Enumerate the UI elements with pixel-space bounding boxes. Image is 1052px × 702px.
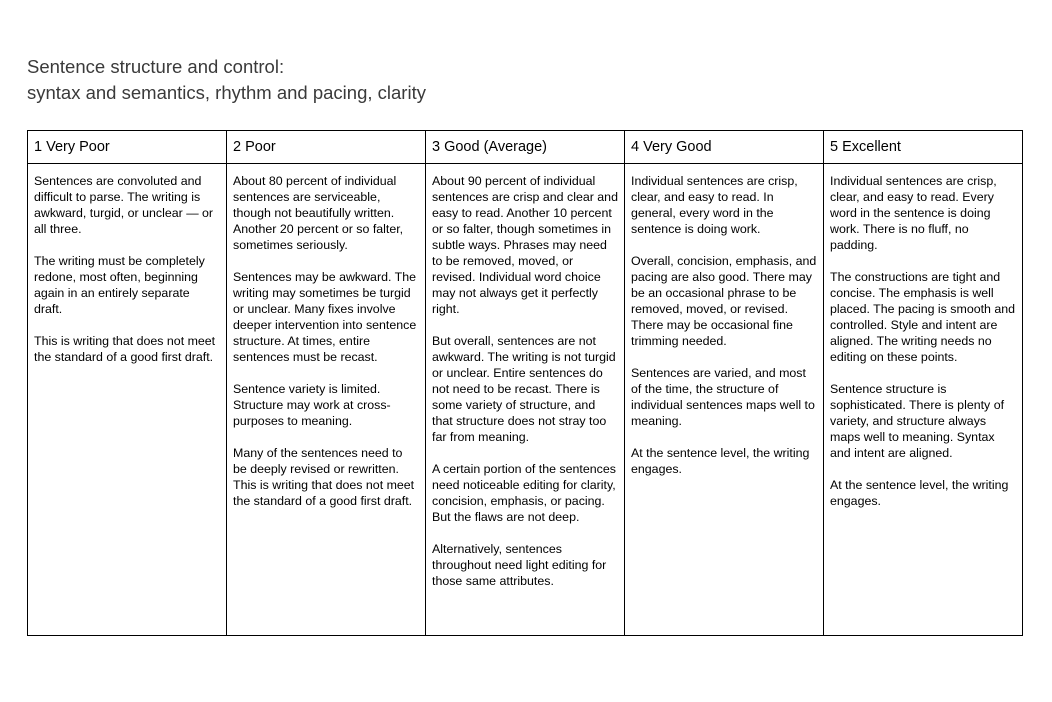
good-para-2: But overall, sentences are not awkward. The writing is not turgid or unclear. Entire sentences do not need to be recast. There is some variety of structure, and that structure does not stray too far from meaning.	[432, 334, 616, 444]
header-good: 3 Good (Average)	[426, 131, 625, 164]
excellent-para-4: At the sentence level, the writing engages.	[830, 478, 1009, 508]
cell-very-good	[625, 164, 824, 636]
page-heading	[27, 54, 426, 106]
excellent-para-2: The constructions are tight and concise. The emphasis is well placed. The pacing is smooth and controlled. Style and intent are aligned. The writing needs no editing on these points.	[830, 270, 1016, 364]
very-good-para-1: Individual sentences are crisp, clear, and easy to read. In general, every word in the sentence is doing work.	[631, 174, 798, 236]
very-poor-para-1: Sentences are convoluted and difficult to parse. The writing is awkward, turgid, or unclear — or all three.	[34, 174, 214, 236]
poor-para-1: About 80 percent of individual sentences are serviceable, though not beautifully written. Another 20 percent or so falter, sometimes seriously.	[233, 174, 404, 252]
header-very-good: 4 Very Good	[625, 131, 824, 164]
excellent-para-3: Sentence structure is sophisticated. There is plenty of variety, and structure always maps well to meaning. Syntax and intent are aligned.	[830, 382, 1005, 460]
very-good-para-3: Sentences are varied, and most of the time, the structure of individual sentences maps well to meaning.	[631, 366, 815, 428]
rubric-description-row	[28, 164, 1023, 636]
good-para-1: About 90 percent of individual sentences are crisp and clear and easy to read. Another 10 percent or so falter, though sometimes in subtle ways. Phrases may need to be removed, moved, or revised. Individual word choice may not always get it perfectly right.	[432, 174, 618, 316]
rubric-table	[27, 130, 1023, 636]
good-para-3: A certain portion of the sentences need noticeable editing for clarity, concision, emphasis, or pacing. But the flaws are not deep.	[432, 462, 616, 524]
heading-line-2: syntax and semantics, rhythm and pacing, clarity	[27, 82, 426, 103]
cell-poor	[227, 164, 426, 636]
poor-para-2: Sentences may be awkward. The writing may sometimes be turgid or unclear. Many fixes involve deeper intervention into sentence structure. At times, entire sentences must be recast.	[233, 270, 417, 364]
rubric-header-row	[28, 131, 1023, 164]
header-excellent: 5 Excellent	[824, 131, 1023, 164]
header-very-poor: 1 Very Poor	[28, 131, 227, 164]
cell-good	[426, 164, 625, 636]
cell-excellent	[824, 164, 1023, 636]
heading-line-1: Sentence structure and control:	[27, 56, 285, 77]
very-poor-para-2: The writing must be completely redone, most often, beginning again in an entirely separate draft.	[34, 254, 205, 316]
very-good-para-4: At the sentence level, the writing engages.	[631, 446, 810, 476]
very-poor-para-3: This is writing that does not meet the standard of a good first draft.	[34, 334, 216, 364]
excellent-para-1: Individual sentences are crisp, clear, and easy to read. Every word in the sentence is doing work. There is no fluff, no padding.	[830, 174, 997, 252]
poor-para-3: Sentence variety is limited. Structure may work at cross-purposes to meaning.	[233, 382, 391, 428]
cell-very-poor	[28, 164, 227, 636]
header-poor: 2 Poor	[227, 131, 426, 164]
poor-para-4: Many of the sentences need to be deeply revised or rewritten. This is writing that does not meet the standard of a good first draft.	[233, 446, 415, 508]
very-good-para-2: Overall, concision, emphasis, and pacing are also good. There may be an occasional phrase to be removed, moved, or revised. There may be occasional fine trimming needed.	[631, 254, 817, 348]
good-para-4: Alternatively, sentences throughout need light editing for those same attributes.	[432, 542, 607, 588]
